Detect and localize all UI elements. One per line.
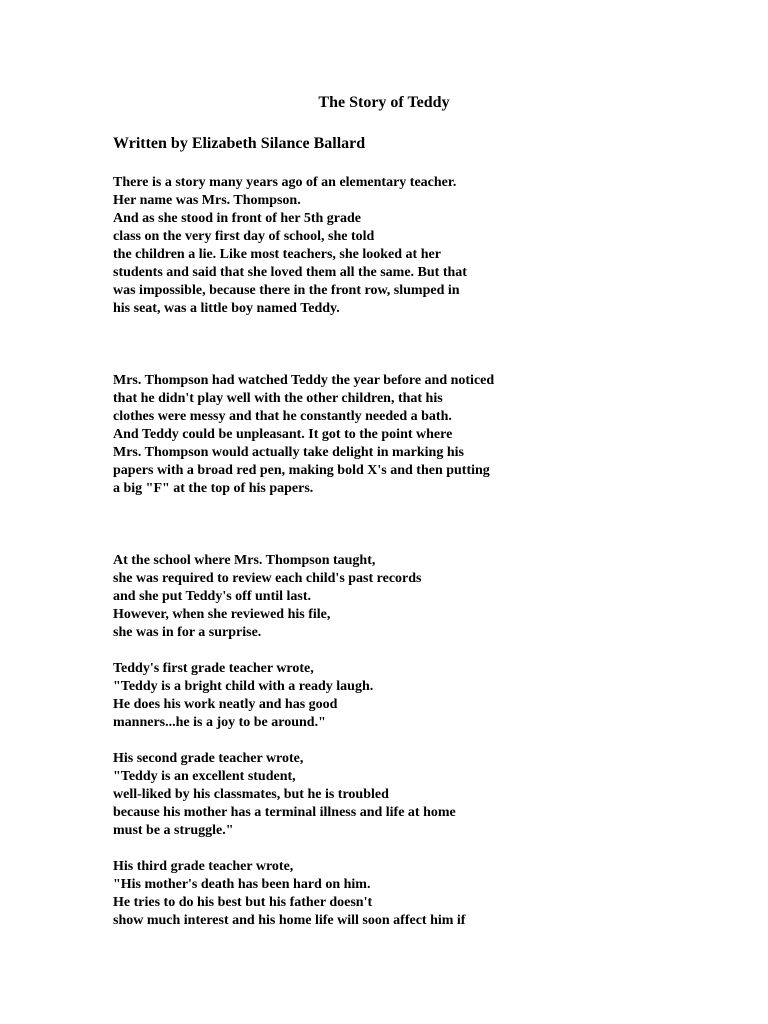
paragraph-line: was impossible, because there in the front row, slumped in: [113, 283, 460, 298]
paragraph-line: students and said that she loved them all the same. But that: [113, 265, 467, 280]
paragraph-spacer: [113, 642, 733, 660]
paragraph-line: she was in for a surprise.: [113, 625, 262, 640]
paragraph-line: clothes were messy and that he constantly needed a bath.: [113, 409, 452, 424]
paragraph-line: Teddy's first grade teacher wrote,: [113, 661, 314, 676]
paragraph-line: manners...he is a joy to be around.": [113, 715, 326, 730]
paragraph-line: because his mother has a terminal illness and life at home: [113, 805, 456, 820]
paragraph-line: papers with a broad red pen, making bold X's and then putting: [113, 463, 490, 478]
paragraph-line: she was required to review each child's past records: [113, 571, 422, 586]
paragraph-line: His third grade teacher wrote,: [113, 859, 294, 874]
paragraph-line: show much interest and his home life will soon affect him if: [113, 913, 466, 928]
paragraph-line: his seat, was a little boy named Teddy.: [113, 301, 340, 316]
paragraph-line: and she put Teddy's off until last.: [113, 589, 312, 604]
paragraph-line: must be a struggle.": [113, 823, 234, 838]
paragraph-line: class on the very first day of school, she told: [113, 229, 375, 244]
paragraph-line: "Teddy is an excellent student,: [113, 769, 296, 784]
paragraph-line: Mrs. Thompson would actually take delight in marking his: [113, 445, 464, 460]
paragraph-line: There is a story many years ago of an elementary teacher.: [113, 175, 457, 190]
paragraph-4: [113, 660, 733, 732]
paragraph-1: [113, 174, 733, 318]
paragraph-line: well-liked by his classmates, but he is troubled: [113, 787, 389, 802]
paragraph-line: a big "F" at the top of his papers.: [113, 481, 314, 496]
paragraph-line: At the school where Mrs. Thompson taught,: [113, 553, 376, 568]
paragraph-spacer: [113, 840, 733, 858]
author-line: Written by Elizabeth Silance Ballard: [113, 135, 366, 152]
paragraph-6: [113, 858, 733, 930]
paragraph-line: Her name was Mrs. Thompson.: [113, 193, 301, 208]
paragraph-3: [113, 552, 733, 642]
paragraph-5: [113, 750, 733, 840]
document-body: [113, 134, 733, 930]
paragraph-line: Mrs. Thompson had watched Teddy the year before and noticed: [113, 373, 495, 388]
paragraph-spacer: [113, 318, 733, 372]
paragraph-line: He does his work neatly and has good: [113, 697, 338, 712]
paragraph-line: that he didn't play well with the other children, that his: [113, 391, 443, 406]
paragraph-line: He tries to do his best but his father doesn't: [113, 895, 373, 910]
document-title: The Story of Teddy: [318, 94, 450, 111]
paragraph-spacer: [113, 732, 733, 750]
paragraph-line: However, when she reviewed his file,: [113, 607, 331, 622]
paragraph-line: And Teddy could be unpleasant. It got to the point where: [113, 427, 453, 442]
paragraph-spacer: [113, 498, 733, 552]
paragraph-line: the children a lie. Like most teachers, she looked at her: [113, 247, 441, 262]
paragraph-line: And as she stood in front of her 5th grade: [113, 211, 362, 226]
paragraph-line: "Teddy is a bright child with a ready laugh.: [113, 679, 374, 694]
paragraph-line: His second grade teacher wrote,: [113, 751, 304, 766]
paragraph-line: "His mother's death has been hard on him.: [113, 877, 371, 892]
paragraph-2: [113, 372, 733, 498]
